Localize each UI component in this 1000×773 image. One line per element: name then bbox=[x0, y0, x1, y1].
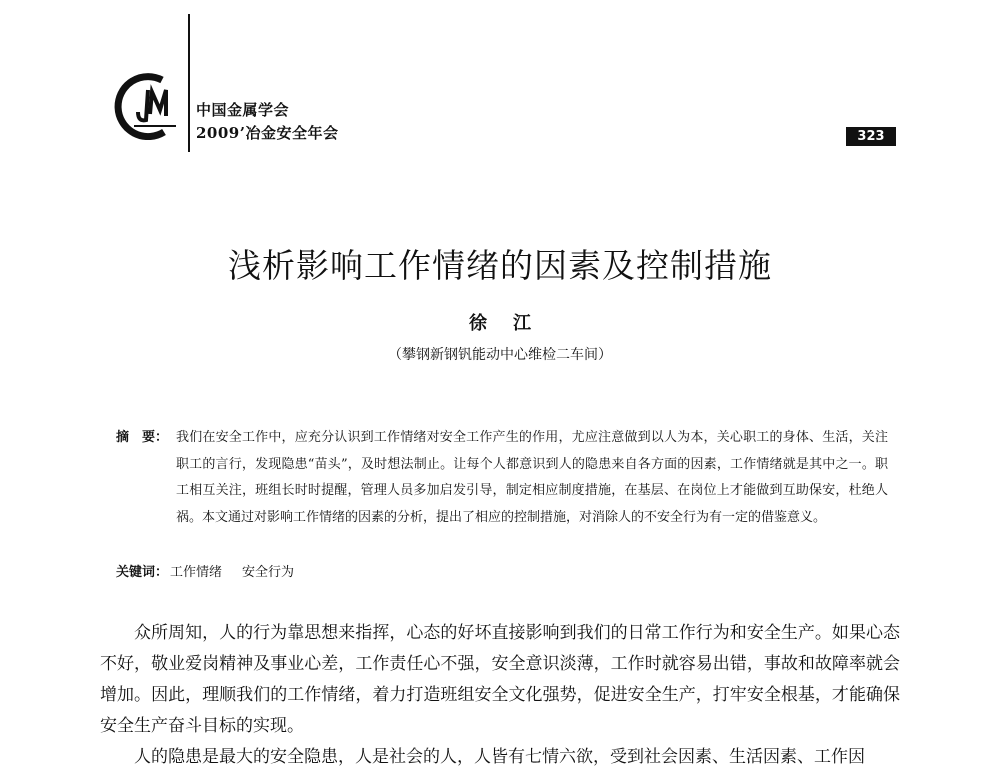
page-number: 323 bbox=[846, 127, 896, 146]
abstract-label: 摘 要： bbox=[116, 430, 169, 445]
keywords-label: 关键词： bbox=[116, 565, 169, 580]
keyword-item: 安全行为 bbox=[242, 565, 295, 580]
author-affiliation: （攀钢新钢钒能动中心维检二车间） bbox=[388, 347, 612, 363]
conference-name: 2009’冶金安全年会 bbox=[196, 124, 339, 142]
author-name: 徐江 bbox=[469, 313, 557, 334]
keywords bbox=[116, 561, 294, 580]
abstract-text: 我们在安全工作中，应充分认识到工作情绪对安全工作产生的作用，尤应注意做到以人为本，关心职工的身体、生活，关注职工的言行，发现隐患“苗头”，及时想法制止。让每个人都意识到人的隐患来自各方面的因素，工作情绪就是其中之一。职工相互关注，班组长时时提醒，管理人员多加启发引导，制定相应制度措施，在基层、在岗位上才能做到互助保安，杜绝人祸。本文通过对影响工作情绪的因素的分析，提出了相应的控制措施，对消除人的不安全行为有一定的借鉴意义。 bbox=[176, 430, 888, 525]
header-org-block bbox=[196, 99, 338, 145]
body-paragraph: 人的隐患是最大的安全隐患，人是社会的人，人皆有七情六欲，受到社会因素、生活因素、工作因 bbox=[134, 747, 865, 767]
header-divider bbox=[188, 14, 190, 152]
body-paragraph: 众所周知，人的行为靠思想来指挥，心态的好坏直接影响到我们的日常工作行为和安全生产。如果心态不好，敬业爱岗精神及事业心差，工作责任心不强，安全意识淡薄，工作时就容易出错，事故和故障率就会增加。因此，理顺我们的工作情绪，着力打造班组安全文化强势，促进安全生产，打牢安全根基，才能确保安全生产奋斗目标的实现。 bbox=[100, 623, 900, 736]
keyword-item: 工作情绪 bbox=[170, 565, 223, 580]
society-logo-icon bbox=[114, 70, 184, 140]
paper-title: 浅析影响工作情绪的因素及控制措施 bbox=[228, 246, 772, 285]
org-name: 中国金属学会 bbox=[196, 101, 290, 119]
